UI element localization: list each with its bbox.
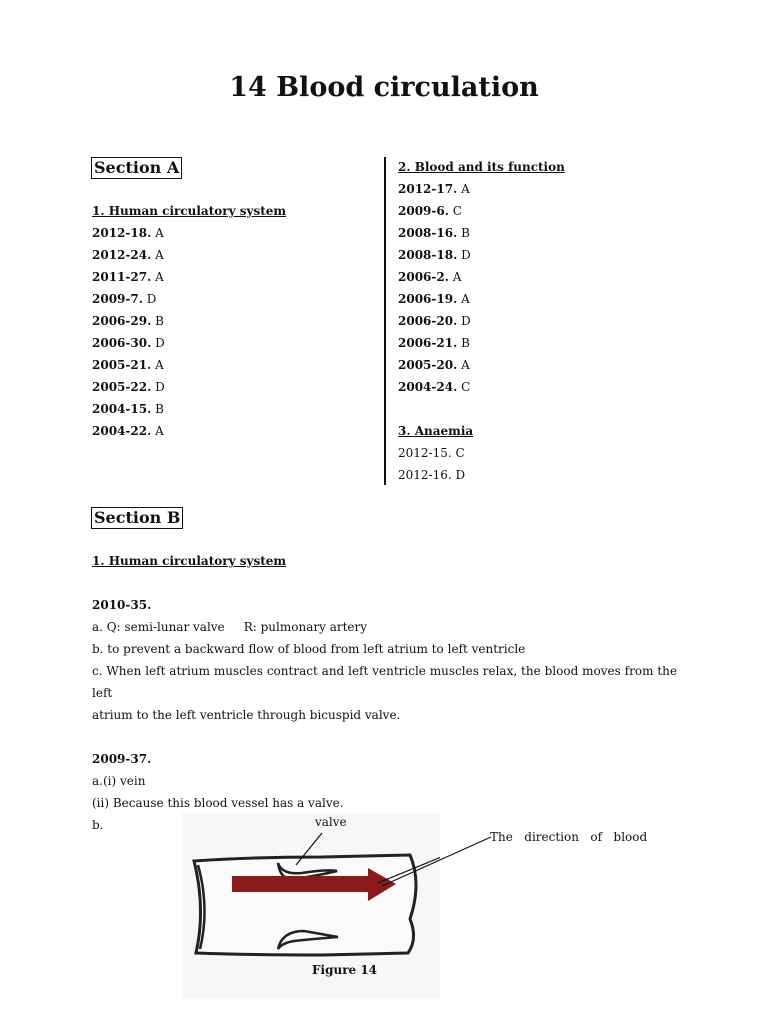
answer-value: B bbox=[461, 336, 470, 350]
answer-value: A bbox=[155, 226, 164, 240]
answer-line: (ii) Because this blood vessel has a valve. bbox=[92, 796, 344, 810]
section-b-label-wrap bbox=[91, 507, 183, 529]
direction-pointer bbox=[380, 836, 492, 888]
figure-caption: Figure 14 bbox=[312, 963, 378, 977]
answer-row bbox=[92, 376, 286, 398]
answer-line: c. When left atrium muscles contract and left ventricle muscles relax, the blood moves from the left bbox=[92, 664, 677, 700]
answer-row bbox=[398, 354, 565, 376]
section-b-body bbox=[92, 550, 677, 836]
section-a-right-column bbox=[398, 156, 565, 486]
question-code: 2009-37. bbox=[92, 752, 152, 766]
section-b-heading: 1. Human circulatory system bbox=[92, 554, 287, 568]
answer-code: 2012-24. bbox=[92, 248, 152, 262]
answer-row bbox=[398, 200, 565, 222]
answer-row bbox=[92, 244, 286, 266]
answer-line: b. bbox=[92, 818, 104, 832]
page-title: 14 Blood circulation bbox=[229, 72, 539, 103]
answer-row bbox=[398, 376, 565, 398]
spacer bbox=[92, 572, 677, 594]
answer-row bbox=[92, 222, 286, 244]
section-a-left-heading: 1. Human circulatory system bbox=[92, 204, 287, 218]
answer-row bbox=[398, 178, 565, 200]
answer-row bbox=[398, 222, 565, 244]
section-a-right-heading-2: 3. Anaemia bbox=[398, 424, 474, 438]
answer-code: 2012-17. bbox=[398, 182, 458, 196]
spacer bbox=[92, 726, 677, 748]
answer-value: C bbox=[452, 204, 462, 218]
column-divider bbox=[384, 157, 386, 485]
answer-value: A bbox=[155, 248, 164, 262]
answer-value: D bbox=[146, 292, 157, 306]
answer-code: 2006-20. bbox=[398, 314, 458, 328]
answer-row bbox=[92, 266, 286, 288]
answer-row bbox=[92, 420, 286, 442]
answer-code: 2009-7. bbox=[92, 292, 143, 306]
answer-value: A bbox=[155, 270, 164, 284]
answer-code: 2005-21. bbox=[92, 358, 152, 372]
answer-value: D bbox=[461, 314, 471, 328]
answer-value: B bbox=[461, 226, 470, 240]
answer-row bbox=[398, 266, 565, 288]
answer-line: atrium to the left ventricle through bicuspid valve. bbox=[92, 708, 401, 722]
answer-code: 2006-2. bbox=[398, 270, 449, 284]
section-b-label: Section B bbox=[91, 507, 183, 529]
section-a-left-column bbox=[92, 200, 286, 442]
answer-code: 2006-19. bbox=[398, 292, 458, 306]
answer-value: A bbox=[155, 424, 164, 438]
answer-row bbox=[398, 244, 565, 266]
answer-value: D bbox=[155, 336, 165, 350]
answer-value: A bbox=[461, 358, 470, 372]
answer-code: 2004-15. bbox=[92, 402, 152, 416]
answer-row bbox=[398, 288, 565, 310]
answer-value: A bbox=[452, 270, 462, 284]
answer-row: 2012-16. D bbox=[398, 468, 466, 482]
section-a-label: Section A bbox=[91, 157, 182, 179]
answer-line: a. Q: semi-lunar valve R: pulmonary artery bbox=[92, 620, 368, 634]
section-a-left-list bbox=[92, 222, 286, 442]
answer-value: A bbox=[461, 182, 470, 196]
answer-code: 2009-6. bbox=[398, 204, 449, 218]
answer-code: 2006-21. bbox=[398, 336, 458, 350]
answer-row bbox=[398, 310, 565, 332]
answer-code: 2012-18. bbox=[92, 226, 152, 240]
answer-value: C bbox=[461, 380, 471, 394]
answer-code: 2004-24. bbox=[398, 380, 458, 394]
answer-value: A bbox=[461, 292, 470, 306]
answer-line: b. to prevent a backward flow of blood from left atrium to left ventricle bbox=[92, 642, 526, 656]
answer-row bbox=[92, 332, 286, 354]
valve-label: valve bbox=[315, 815, 347, 829]
answer-row bbox=[92, 310, 286, 332]
direction-label: The direction of blood bbox=[490, 830, 648, 844]
answer-code: 2008-18. bbox=[398, 248, 458, 262]
answer-row bbox=[92, 288, 286, 310]
question-code: 2010-35. bbox=[92, 598, 152, 612]
answer-row bbox=[92, 398, 286, 420]
answer-line: a.(i) vein bbox=[92, 774, 146, 788]
answer-code: 2008-16. bbox=[398, 226, 458, 240]
answer-row: 2012-15. C bbox=[398, 446, 465, 460]
answer-row bbox=[398, 332, 565, 354]
answer-code: 2006-30. bbox=[92, 336, 152, 350]
answer-code: 2005-22. bbox=[92, 380, 152, 394]
answer-code: 2005-20. bbox=[398, 358, 458, 372]
answer-code: 2004-22. bbox=[92, 424, 152, 438]
answer-value: D bbox=[461, 248, 471, 262]
section-a-label-wrap bbox=[91, 157, 182, 179]
section-a-right-list bbox=[398, 178, 565, 398]
answer-row bbox=[92, 354, 286, 376]
answer-value: A bbox=[155, 358, 164, 372]
answer-value: B bbox=[155, 314, 164, 328]
answer-code: 2011-27. bbox=[92, 270, 152, 284]
answer-value: B bbox=[155, 402, 164, 416]
answer-value: D bbox=[155, 380, 165, 394]
answer-code: 2006-29. bbox=[92, 314, 152, 328]
section-a-right-list-2 bbox=[398, 442, 565, 486]
spacer bbox=[398, 398, 565, 420]
section-a-right-heading: 2. Blood and its function bbox=[398, 160, 565, 174]
